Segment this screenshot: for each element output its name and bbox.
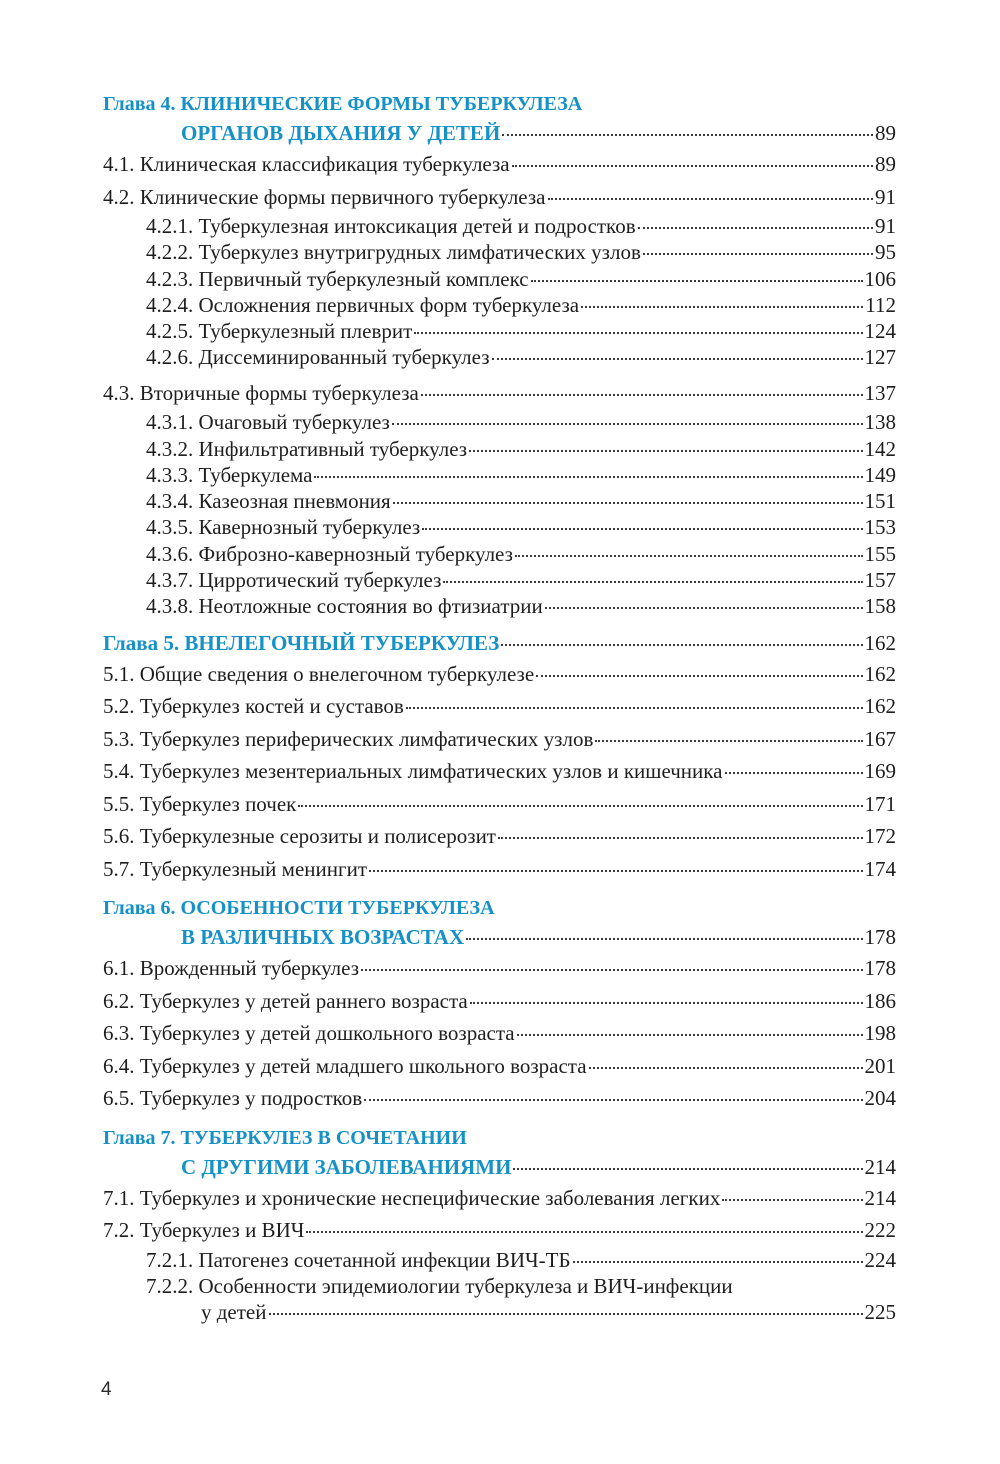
section-title: Туберкулезные серозиты и полисерозит (139, 824, 496, 849)
section-number: 6.1. (103, 956, 135, 981)
section-number: 5.4. (103, 759, 135, 784)
subsection-title: Особенности эпидемиологии туберкулеза и ВИЧ-инфекции (198, 1273, 733, 1298)
page-ref: 171 (864, 791, 896, 816)
toc-entry-section[interactable] (103, 1082, 896, 1115)
dot-leader (421, 394, 863, 396)
subsection-title: Туберкулезный плеврит (198, 319, 413, 344)
toc-entry-subsection[interactable] (103, 514, 896, 540)
toc-entry-section[interactable] (103, 788, 896, 821)
toc-entry-section[interactable] (103, 723, 896, 756)
toc-entry-subsection[interactable] (103, 213, 896, 239)
dot-leader (512, 165, 873, 167)
chapter-label: Глава 4. (103, 93, 176, 115)
dot-leader (269, 1313, 863, 1315)
subsection-title: Диссеминированный туберкулез (198, 345, 490, 370)
section-title: Туберкулез у детей дошкольного возраста (139, 1021, 515, 1046)
subsection-title: Очаговый туберкулез (198, 410, 390, 435)
chapter-title: ТУБЕРКУЛЕЗ В СОЧЕТАНИИ (180, 1126, 467, 1149)
section-title: Туберкулез мезентериальных лимфатических узлов и кишечника (139, 759, 723, 784)
section-number: 6.4. (103, 1053, 135, 1078)
toc-entry-chapter[interactable] (103, 629, 896, 658)
toc-entry-subsection[interactable] (103, 593, 896, 619)
dot-leader (314, 476, 862, 478)
subsection-number: 4.3.1. (146, 410, 194, 435)
page-ref: 137 (864, 380, 896, 405)
subsection-number: 4.3.4. (146, 489, 194, 514)
page-ref: 186 (864, 988, 896, 1013)
toc-entry-section[interactable] (103, 853, 896, 886)
page-ref: 169 (864, 759, 896, 784)
section-title: Туберкулез у детей раннего возраста (139, 988, 468, 1013)
dot-leader (443, 581, 862, 583)
section-number: 4.1. (103, 152, 135, 176)
chapter-heading (103, 1124, 896, 1153)
dot-leader (298, 805, 862, 807)
subsection-number: 4.2.5. (146, 319, 194, 344)
dot-leader (501, 644, 862, 646)
section-number: 6.3. (103, 1021, 135, 1046)
toc-entry-section[interactable] (103, 658, 896, 691)
subsection-number: 4.2.1. (146, 214, 194, 238)
page-ref: 167 (864, 726, 896, 751)
section-number: 5.3. (103, 726, 135, 751)
chapter-label: Глава 5. (103, 630, 180, 655)
dot-leader (393, 502, 863, 504)
toc-entry-chapter[interactable] (103, 1153, 896, 1182)
dot-leader (595, 740, 862, 742)
page-ref: 95 (875, 240, 896, 265)
table-of-contents (103, 90, 896, 1335)
dot-leader (466, 938, 862, 940)
page-ref: 157 (864, 568, 896, 593)
dot-leader (502, 134, 873, 136)
toc-entry-subsection[interactable] (103, 541, 896, 567)
page-ref: 162 (864, 661, 896, 686)
chapter-section (103, 894, 896, 1115)
section-number: 7.1. (103, 1185, 135, 1210)
dot-leader (573, 1261, 863, 1263)
section-number: 5.7. (103, 856, 135, 881)
toc-entry-section[interactable] (103, 377, 896, 410)
chapter-section (103, 629, 896, 886)
dot-leader (722, 1199, 862, 1201)
dot-leader (414, 332, 862, 334)
toc-entry-section[interactable] (103, 148, 896, 181)
toc-entry-section[interactable] (103, 1017, 896, 1050)
toc-entry-chapter[interactable] (103, 923, 896, 952)
page-ref: 214 (864, 1154, 896, 1179)
page-ref: 198 (864, 1021, 896, 1046)
dot-leader (492, 358, 863, 360)
subsection-title: Фиброзно-кавернозный туберкулез (198, 541, 513, 566)
page-ref: 142 (864, 436, 896, 461)
section-number: 6.5. (103, 1086, 135, 1111)
page-ref: 201 (864, 1053, 896, 1078)
subsection-number: 4.3.5. (146, 515, 194, 540)
dot-leader (392, 423, 863, 425)
page-ref: 174 (864, 856, 896, 881)
toc-entry-section[interactable] (103, 181, 896, 214)
page-ref: 222 (864, 1218, 896, 1243)
section-title: Общие сведения о внелегочном туберкулезе (139, 661, 535, 686)
toc-entry-section[interactable] (103, 755, 896, 788)
subsection-title: Туберкулема (198, 462, 313, 487)
toc-entry-chapter[interactable] (103, 119, 896, 148)
section-number: 5.2. (103, 694, 135, 719)
page-ref: 178 (864, 956, 896, 981)
section-number: 5.1. (103, 661, 135, 686)
chapter-heading (103, 894, 896, 923)
toc-entry-subsection[interactable] (103, 344, 896, 370)
dot-leader (643, 253, 873, 255)
subsection-number: 4.3.8. (146, 594, 194, 619)
toc-entry-section[interactable] (103, 690, 896, 723)
subsection-title: Патогенез сочетанной инфекции ВИЧ-ТБ (198, 1247, 571, 1272)
page-ref: 138 (864, 410, 896, 435)
chapter-title: КЛИНИЧЕСКИЕ ФОРМЫ ТУБЕРКУЛЕЗА (180, 93, 583, 115)
chapter-heading (103, 90, 896, 119)
subsection-number: 7.2.2. (146, 1273, 194, 1298)
toc-entry-subsection[interactable] (103, 488, 896, 514)
page-ref: 153 (864, 515, 896, 540)
toc-entry-section[interactable] (103, 1182, 896, 1215)
toc-entry-subsection[interactable] (103, 567, 896, 593)
subsection-number: 7.2.1. (146, 1247, 194, 1272)
dot-leader (581, 306, 863, 308)
page-ref: 112 (865, 292, 896, 317)
toc-entry-subsection[interactable] (103, 436, 896, 462)
chapter-title: ОСОБЕННОСТИ ТУБЕРКУЛЕЗА (180, 897, 495, 920)
dot-leader (306, 1231, 862, 1233)
page-ref: 162 (864, 694, 896, 719)
subsection-title: Цирротический туберкулез (198, 568, 442, 593)
page-ref: 214 (864, 1185, 896, 1210)
dot-leader (470, 1002, 863, 1004)
toc-entry-section[interactable] (103, 1050, 896, 1083)
subsection-title: Кавернозный туберкулез (198, 515, 421, 540)
chapter-title: В РАЗЛИЧНЫХ ВОЗРАСТАХ (181, 925, 465, 950)
page-ref: 91 (875, 214, 896, 238)
dot-leader (513, 1168, 862, 1170)
chapter-section (103, 90, 896, 620)
dot-leader (469, 450, 862, 452)
page-ref: 224 (864, 1247, 896, 1272)
subsection-number: 4.3.7. (146, 568, 194, 593)
chapter-label: Глава 7. (103, 1126, 176, 1149)
subsection-number: 4.3.2. (146, 436, 194, 461)
toc-entry-subsection[interactable] (103, 1247, 896, 1273)
page-ref: 155 (864, 541, 896, 566)
section-title: Туберкулез и ВИЧ (139, 1218, 305, 1243)
subsection-number: 4.2.6. (146, 345, 194, 370)
toc-entry-subsection[interactable] (103, 462, 896, 488)
section-title: Туберкулезный менингит (139, 856, 368, 881)
subsection-title: у детей (201, 1300, 267, 1325)
dot-leader (536, 675, 862, 677)
page-ref: 172 (864, 824, 896, 849)
dot-leader (545, 607, 863, 609)
section-title: Туберкулез костей и суставов (139, 694, 404, 719)
toc-entry-section[interactable] (103, 985, 896, 1018)
dot-leader (498, 837, 863, 839)
dot-leader (422, 528, 862, 530)
section-number: 5.6. (103, 824, 135, 849)
section-number: 5.5. (103, 791, 135, 816)
section-title: Клинические формы первичного туберкулеза (139, 184, 546, 209)
toc-entry-subsection[interactable] (103, 239, 896, 265)
chapter-title: ОРГАНОВ ДЫХАНИЯ У ДЕТЕЙ (181, 121, 501, 145)
toc-entry-subsection[interactable] (103, 292, 896, 318)
chapter-title: ВНЕЛЕГОЧНЫЙ ТУБЕРКУЛЕЗ (184, 630, 500, 655)
dot-leader (517, 1034, 863, 1036)
page-ref: 162 (864, 630, 896, 655)
dot-leader (406, 707, 863, 709)
chapter-label: Глава 6. (103, 897, 176, 920)
section-number: 4.2. (103, 184, 135, 209)
chapter-title: С ДРУГИМИ ЗАБОЛЕВАНИЯМИ (181, 1154, 512, 1179)
subsection-title: Туберкулез внутригрудных лимфатических узлов (198, 240, 641, 265)
section-title: Туберкулез у подростков (139, 1086, 363, 1111)
subsection-title: Неотложные состояния во фтизиатрии (198, 594, 543, 619)
page-ref: 124 (864, 319, 896, 344)
subsection-number: 4.2.2. (146, 240, 194, 265)
page-ref: 225 (864, 1300, 896, 1325)
page-ref: 106 (864, 266, 896, 291)
subsection-title: Осложнения первичных форм туберкулеза (198, 292, 580, 317)
dot-leader (369, 870, 862, 872)
section-number: 4.3. (103, 380, 135, 405)
subsection-number: 4.3.6. (146, 541, 194, 566)
section-title: Туберкулез почек (139, 791, 297, 816)
dot-leader (548, 198, 874, 200)
page-ref: 158 (864, 594, 896, 619)
dot-leader (638, 227, 873, 229)
subsection-number: 4.2.3. (146, 266, 194, 291)
dot-leader (531, 280, 863, 282)
page-ref: 91 (875, 184, 896, 209)
page-ref: 149 (864, 462, 896, 487)
page-ref: 127 (864, 345, 896, 370)
section-title: Вторичные формы туберкулеза (139, 380, 419, 405)
page-number: 4 (101, 1379, 112, 1400)
toc-entry-subsection[interactable] (103, 318, 896, 344)
dot-leader (361, 969, 862, 971)
page-ref: 151 (864, 489, 896, 514)
subsection-title: Первичный туберкулезный комплекс (198, 266, 529, 291)
dot-leader (364, 1099, 862, 1101)
subsection-title: Инфильтративный туберкулез (198, 436, 468, 461)
chapter-section (103, 1124, 896, 1326)
page-ref: 89 (875, 121, 896, 145)
toc-entry-section[interactable] (103, 1214, 896, 1247)
dot-leader (515, 555, 863, 557)
toc-entry-subsection-cont[interactable] (103, 1299, 896, 1325)
toc-entry-subsection[interactable] (103, 1273, 896, 1299)
section-title: Врожденный туберкулез (139, 956, 360, 981)
toc-entry-subsection[interactable] (103, 266, 896, 292)
toc-entry-section[interactable] (103, 820, 896, 853)
dot-leader (725, 772, 863, 774)
section-title: Туберкулез и хронические неспецифические заболевания легких (139, 1185, 721, 1210)
dot-leader (589, 1067, 863, 1069)
subsection-number: 4.2.4. (146, 292, 194, 317)
page-ref: 204 (864, 1086, 896, 1111)
section-number: 7.2. (103, 1218, 135, 1243)
page-ref: 178 (864, 925, 896, 950)
section-title: Клиническая классификация туберкулеза (139, 152, 510, 176)
section-number: 6.2. (103, 988, 135, 1013)
subsection-number: 4.3.3. (146, 462, 194, 487)
subsection-title: Туберкулезная интоксикация детей и подростков (198, 214, 636, 238)
subsection-title: Казеозная пневмония (198, 489, 391, 514)
toc-entry-subsection[interactable] (103, 409, 896, 435)
section-title: Туберкулез у детей младшего школьного возраста (139, 1053, 587, 1078)
section-title: Туберкулез периферических лимфатических узлов (139, 726, 594, 751)
page-ref: 89 (875, 152, 896, 176)
toc-entry-section[interactable] (103, 952, 896, 985)
